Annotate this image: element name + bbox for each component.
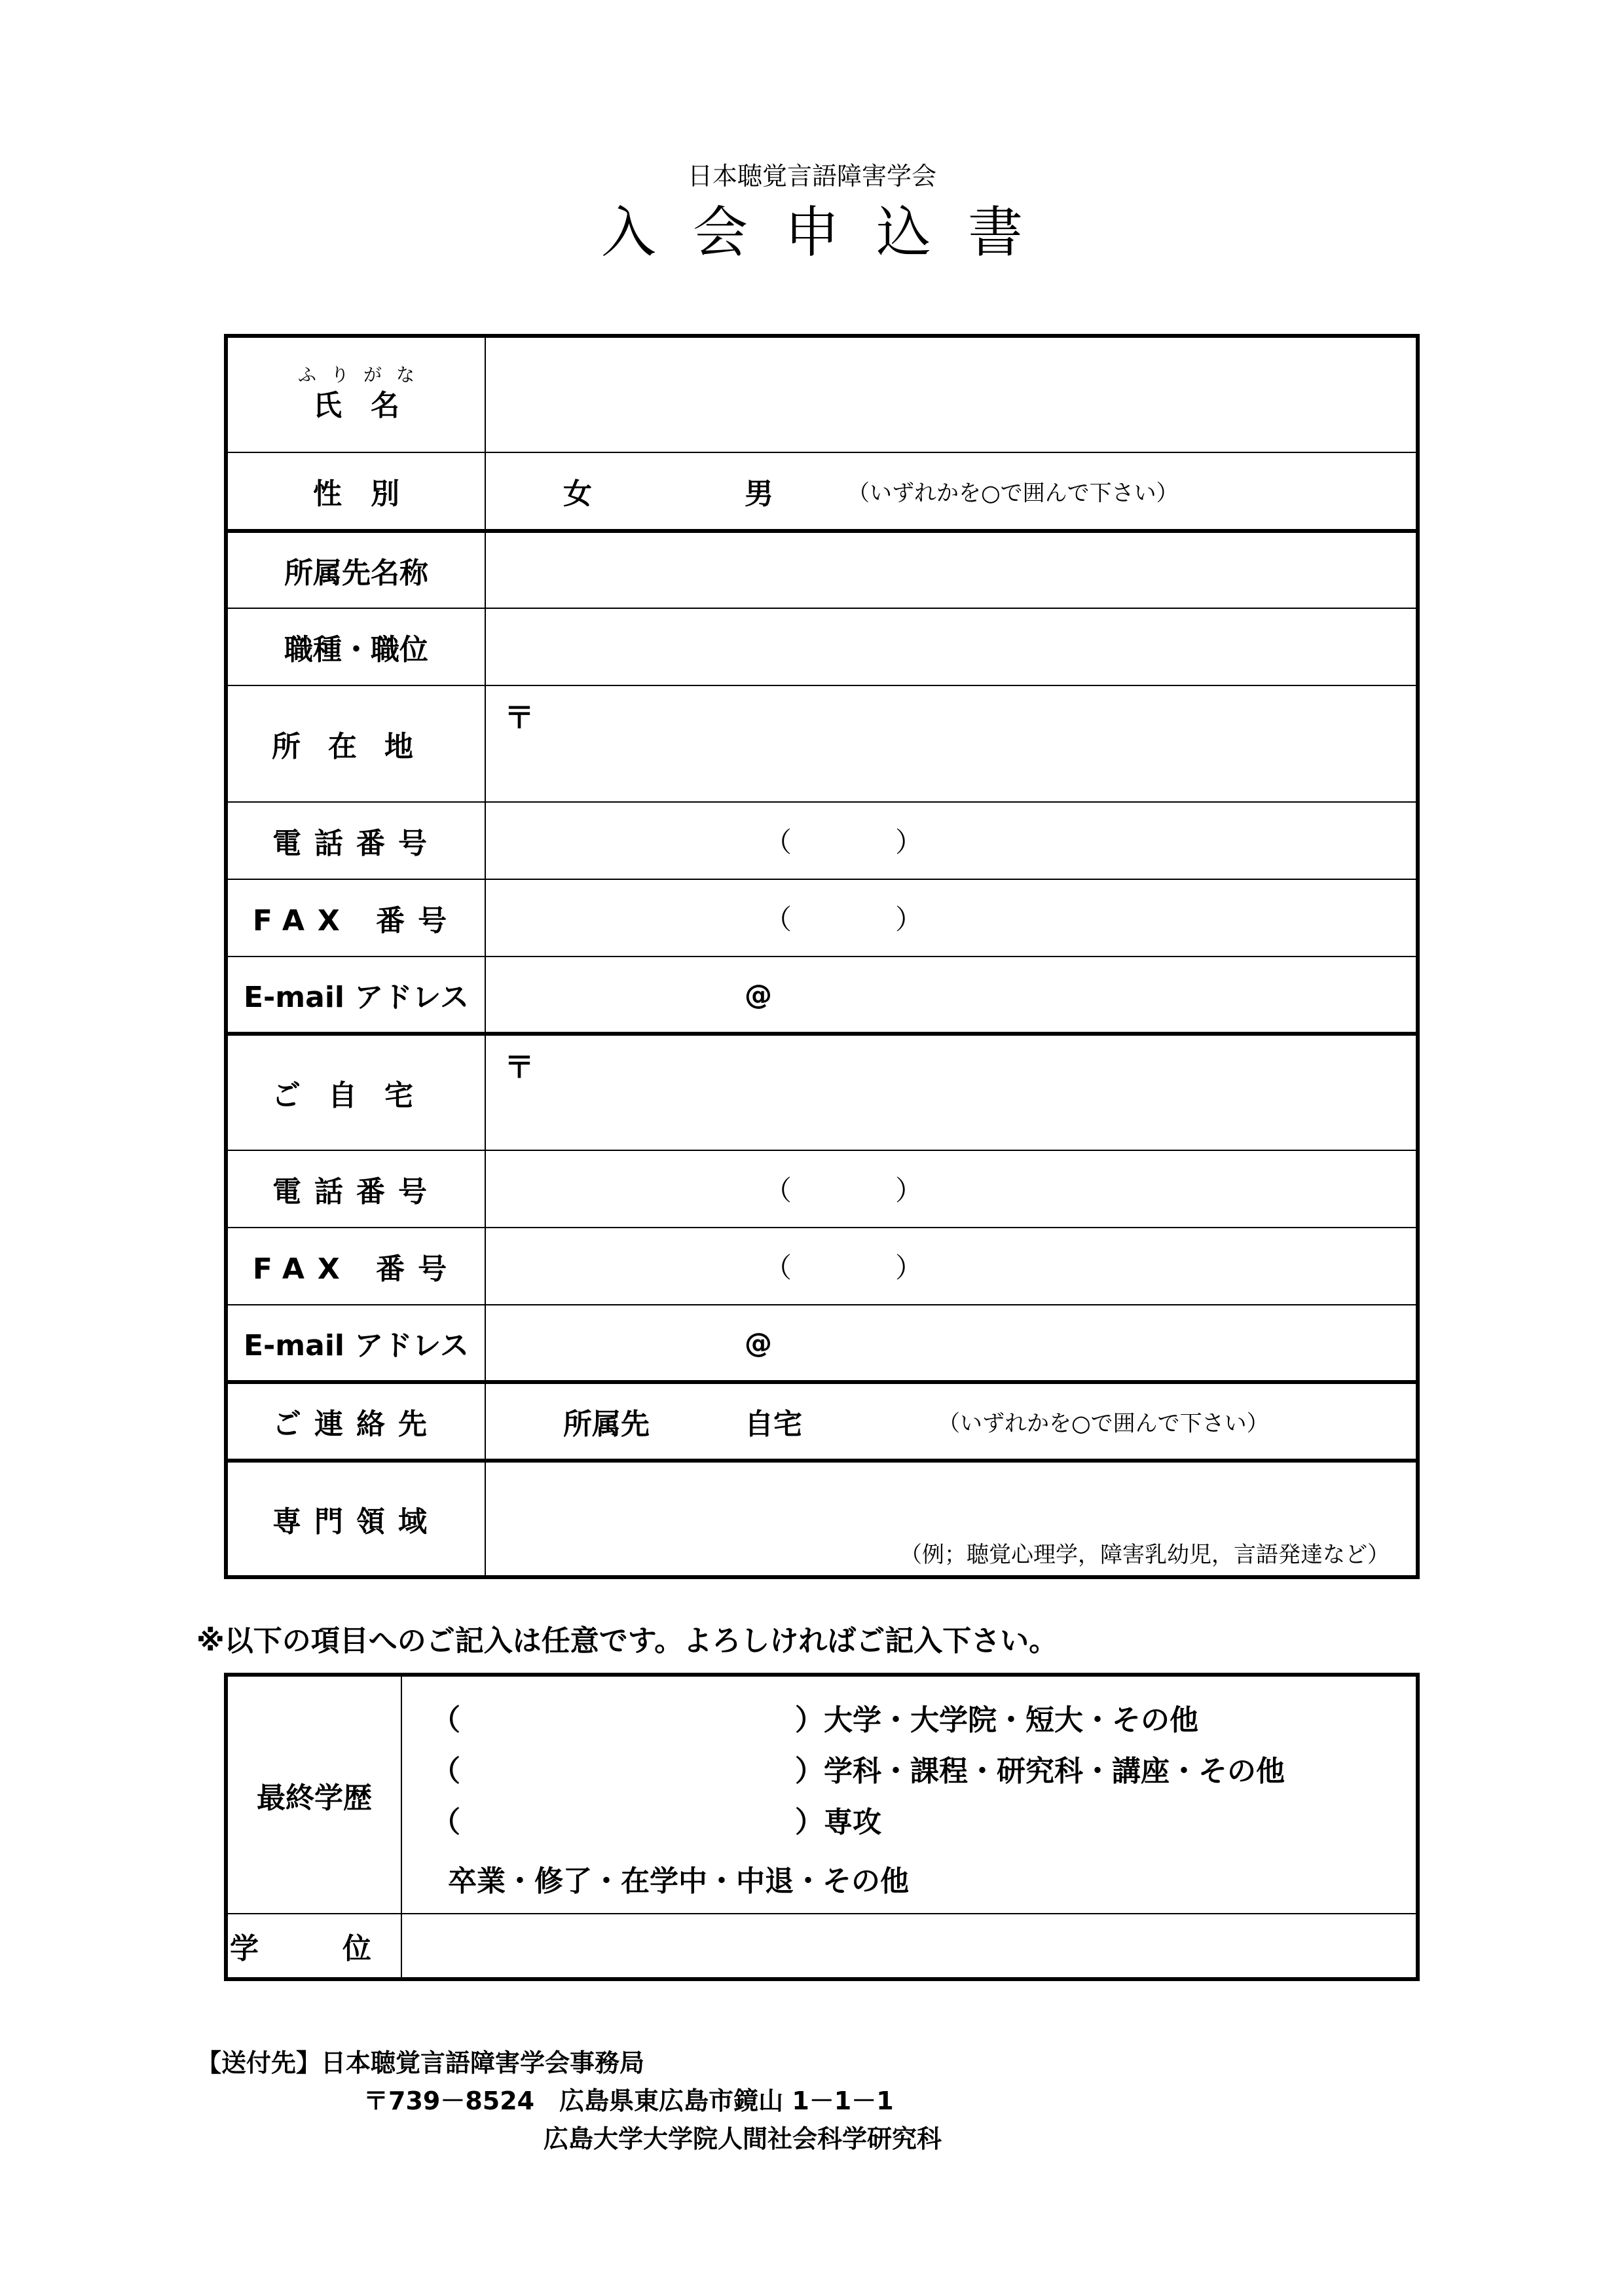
- gender-circle-note: （いずれかを○で囲んで下さい）: [847, 480, 1179, 507]
- name-label: 氏 名: [313, 389, 399, 422]
- edu-university-options[interactable]: ）大学・大学院・短大・その他: [795, 1704, 1198, 1737]
- gender-female-option[interactable]: 女: [563, 477, 592, 511]
- education-label: 最終学歴: [226, 1675, 401, 1914]
- affiliation-field[interactable]: [485, 531, 1418, 608]
- at-mark: @: [745, 978, 772, 1011]
- home-label: ご自宅: [226, 1034, 485, 1150]
- job-label: 職種・職位: [226, 608, 485, 685]
- degree-label: 学 位: [226, 1914, 401, 1979]
- contact-home-option[interactable]: 自宅: [745, 1408, 802, 1441]
- optional-table: [224, 1673, 1420, 1981]
- organization-name: 日本聴覚言語障害学会: [687, 162, 936, 191]
- optional-notice: ※以下の項目へのご記入は任意です。よろしければご記入下さい。: [196, 1624, 1058, 1658]
- work-email-label: E-mail アドレス: [226, 957, 485, 1034]
- contact-row: [226, 1382, 1418, 1461]
- specialty-example: （例；聴覚心理学，障害乳幼児，言語発達など）: [900, 1542, 1390, 1568]
- name-label-cell: [226, 336, 485, 452]
- gender-row: [226, 452, 1418, 531]
- specialty-field[interactable]: [485, 1461, 1418, 1577]
- home-email-row: [226, 1305, 1418, 1382]
- application-form-table: [224, 334, 1420, 1579]
- name-row: [226, 336, 1418, 452]
- home-fax-row: [226, 1228, 1418, 1305]
- affiliation-label: 所属先名称: [226, 531, 485, 608]
- name-field[interactable]: [485, 336, 1418, 452]
- paren-open: （: [432, 1755, 460, 1788]
- home-fax-field[interactable]: [485, 1228, 1418, 1305]
- paren-open: （: [764, 903, 792, 936]
- contact-field[interactable]: [485, 1382, 1418, 1461]
- send-to-line2: 〒739－8524 広島県東広島市鏡山 1－1－1: [363, 2086, 894, 2115]
- work-phone-row: [226, 802, 1418, 879]
- job-field[interactable]: [485, 608, 1418, 685]
- work-fax-row: [226, 879, 1418, 957]
- education-row: [226, 1675, 1418, 1914]
- contact-label: ご連絡先: [226, 1382, 485, 1461]
- job-row: [226, 608, 1418, 685]
- gender-label: 性 別: [226, 452, 485, 531]
- edu-department-options[interactable]: ）学科・課程・研究科・講座・その他: [795, 1755, 1285, 1788]
- work-fax-field[interactable]: [485, 879, 1418, 957]
- address-label: 所在地: [226, 685, 485, 802]
- degree-row: [226, 1914, 1418, 1979]
- contact-circle-note: （いずれかを○で囲んで下さい）: [938, 1410, 1269, 1437]
- education-field[interactable]: [401, 1675, 1418, 1914]
- paren-open: （: [764, 1175, 792, 1207]
- paren-close: ）: [895, 1252, 923, 1284]
- send-to-line3: 広島大学大学院人間社会科学研究科: [544, 2124, 942, 2153]
- home-email-label: E-mail アドレス: [226, 1305, 485, 1382]
- home-phone-row: [226, 1150, 1418, 1228]
- paren-open: （: [432, 1704, 460, 1737]
- work-fax-label: FAX 番号: [226, 879, 485, 957]
- gender-male-option[interactable]: 男: [745, 477, 773, 511]
- paren-open: （: [764, 1252, 792, 1284]
- paren-close: ）: [895, 903, 923, 936]
- paren-close: ）: [895, 826, 923, 858]
- at-mark: @: [745, 1326, 772, 1359]
- page-title: 入会申込書: [600, 200, 1060, 264]
- edu-major-label: ）専攻: [795, 1806, 881, 1839]
- work-email-field[interactable]: [485, 957, 1418, 1034]
- graduation-status-options[interactable]: 卒業・修了・在学中・中退・その他: [448, 1865, 909, 1898]
- home-phone-field[interactable]: [485, 1150, 1418, 1228]
- degree-field[interactable]: [401, 1914, 1418, 1979]
- zip-mark: 〒: [504, 1049, 534, 1085]
- home-phone-label: 電話番号: [226, 1150, 485, 1228]
- home-fax-label: FAX 番号: [226, 1228, 485, 1305]
- contact-affiliation-option[interactable]: 所属先: [563, 1408, 650, 1441]
- paren-open: （: [432, 1806, 460, 1839]
- home-row: [226, 1034, 1418, 1150]
- home-email-field[interactable]: [485, 1305, 1418, 1382]
- send-to-line1: 【送付先】日本聴覚言語障害学会事務局: [196, 2049, 645, 2077]
- name-ruby: ふりがな: [297, 364, 429, 386]
- paren-close: ）: [895, 1175, 923, 1207]
- specialty-label: 専門領域: [226, 1461, 485, 1577]
- zip-mark: 〒: [504, 700, 534, 735]
- home-address-field[interactable]: [485, 1034, 1418, 1150]
- gender-field[interactable]: [485, 452, 1418, 531]
- work-phone-field[interactable]: [485, 802, 1418, 879]
- paren-open: （: [764, 826, 792, 858]
- address-field[interactable]: [485, 685, 1418, 802]
- work-email-row: [226, 957, 1418, 1034]
- work-phone-label: 電話番号: [226, 802, 485, 879]
- address-row: [226, 685, 1418, 802]
- specialty-row: [226, 1461, 1418, 1577]
- affiliation-row: [226, 531, 1418, 608]
